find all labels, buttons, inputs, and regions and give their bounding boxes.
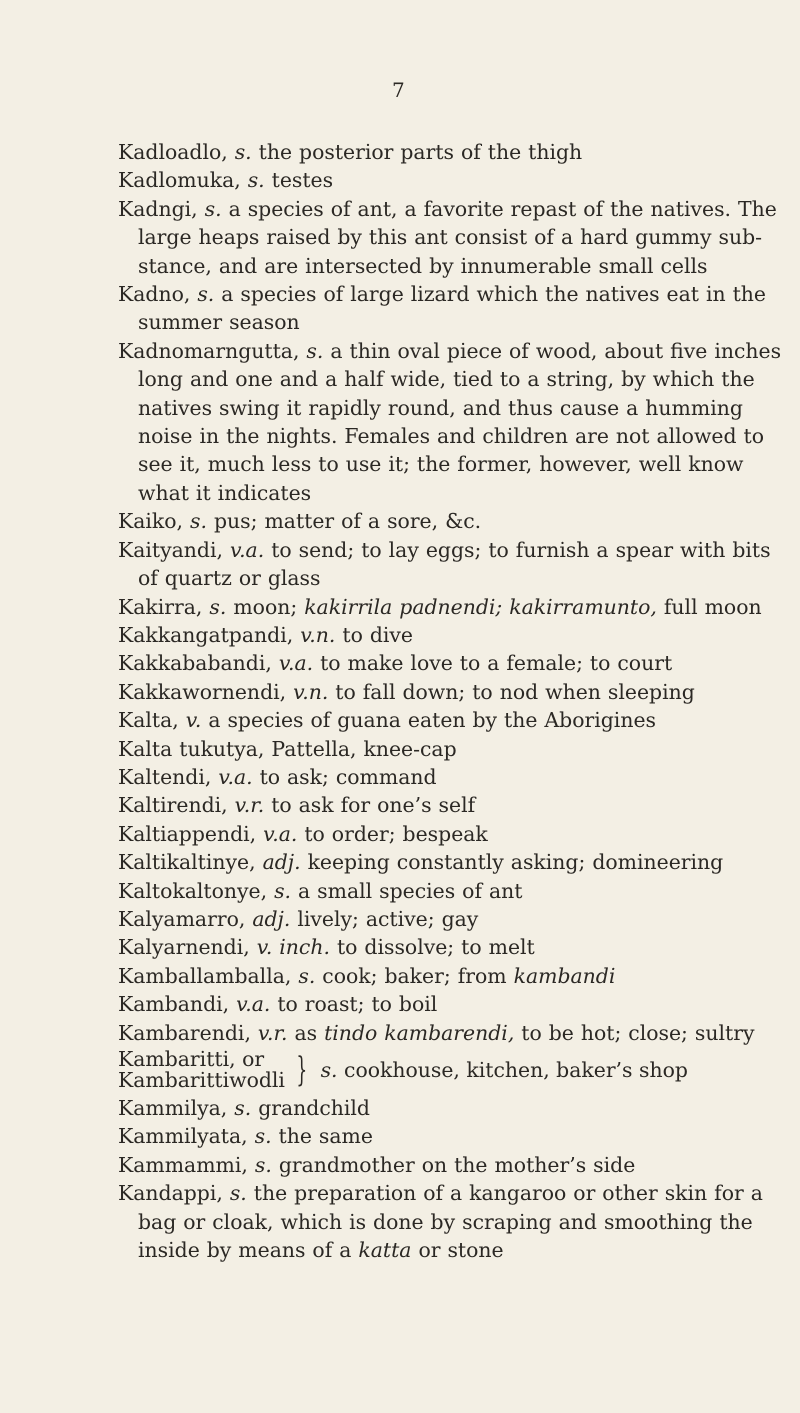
part-of-speech: s.: [254, 1152, 272, 1177]
brace-headwords: [118, 1049, 285, 1091]
definition: a species of large lizard which the natives eat in the summer season: [138, 282, 766, 335]
definition: testes: [271, 168, 334, 193]
dictionary-entry: [118, 1179, 786, 1264]
definition: the preparation of a kangaroo or other skin for a bag or cloak, which is done by scraping and smoothing the inside by means of a: [138, 1181, 763, 1263]
definition: a species of ant, a favorite repast of the natives. The large heaps raised by this ant consist of a hard gummy sub-stance, and are intersected by innumerable small cells: [138, 196, 777, 278]
definition: cookhouse, kitchen, baker’s shop: [344, 1057, 688, 1082]
dictionary-entry: [118, 536, 786, 593]
headword: Kammilyata,: [118, 1124, 248, 1149]
dictionary-entry: [118, 962, 786, 990]
part-of-speech: v.a.: [236, 992, 271, 1017]
headword: Kakkababandi,: [118, 651, 272, 676]
dictionary-entry: [118, 195, 786, 280]
part-of-speech: v.a.: [278, 651, 314, 676]
italic-term: kakirrila padnendi; kakirramunto,: [304, 594, 657, 619]
headword: Kaityandi,: [118, 537, 223, 562]
brace-glyph: }: [296, 1050, 308, 1090]
definition-cont: or stone: [418, 1238, 504, 1263]
dictionary-entry: [118, 1151, 786, 1179]
definition: the posterior parts of the thigh: [258, 140, 583, 164]
dictionary-entry: [118, 791, 786, 819]
headword: Kadloadlo,: [118, 140, 228, 164]
part-of-speech: s.: [234, 1096, 252, 1120]
dictionary-entry: [118, 166, 786, 194]
definition: to send; to lay eggs; to furnish a spear with bits of quartz or glass: [138, 537, 771, 591]
dictionary-entry: [118, 735, 786, 763]
part-of-speech: v. inch.: [256, 935, 330, 960]
part-of-speech: s.: [254, 1124, 272, 1149]
definition: to ask for one’s self: [271, 793, 476, 818]
definition-cont: full moon: [663, 594, 762, 619]
dictionary-entry: [118, 820, 786, 848]
definition: to dive: [342, 622, 413, 647]
part-of-speech: v.r.: [234, 793, 265, 818]
definition: pus; matter of a sore, &c.: [213, 509, 482, 534]
dictionary-entry: [118, 905, 786, 933]
brace-entry: [118, 1049, 786, 1091]
part-of-speech: s.: [190, 509, 207, 534]
dictionary-entry: [118, 280, 786, 337]
headword: Kaltiappendi,: [118, 821, 257, 846]
headword: Kaltendi,: [118, 764, 212, 789]
definition: a thin oval piece of wood, about five inches long and one and a half wide, tied to a string, by which the natives swing it rapidly round, and thus cause a humming noise in the nights. Females and children are not allowed to see it, much less to use it; the former, however, well know what it indicates: [138, 338, 782, 505]
part-of-speech: s.: [274, 878, 292, 903]
dictionary-entry: [118, 621, 786, 649]
part-of-speech: s.: [320, 1057, 338, 1082]
dictionary-entry: [118, 1122, 786, 1150]
part-of-speech: s.: [197, 282, 215, 307]
part-of-speech: adj.: [262, 850, 301, 875]
headword: Kammilya,: [118, 1096, 228, 1120]
part-of-speech: v.a.: [229, 537, 265, 562]
part-of-speech: s.: [229, 1181, 247, 1206]
part-of-speech: s.: [298, 963, 316, 988]
definition: to make love to a female; to court: [320, 651, 673, 676]
definition: to dissolve; to melt: [336, 935, 535, 960]
dictionary-entry: [118, 990, 786, 1018]
part-of-speech: s.: [247, 168, 265, 193]
italic-term: tindo kambarendi,: [324, 1020, 515, 1045]
headword: Kadnomarngutta,: [118, 338, 300, 363]
part-of-speech: adj.: [252, 906, 291, 931]
headword: Kammammi,: [118, 1152, 248, 1177]
definition: Pattella, knee-cap: [271, 736, 457, 761]
brace-definition: [320, 1057, 688, 1082]
dictionary-entry: [118, 678, 786, 706]
part-of-speech: v.r.: [257, 1020, 288, 1045]
dictionary-entry: [118, 507, 786, 535]
part-of-speech: s.: [306, 338, 324, 363]
dictionary-entry: [118, 138, 786, 166]
definition: moon;: [233, 594, 298, 619]
dictionary-entry: [118, 706, 786, 734]
definition: grandchild: [258, 1096, 370, 1120]
part-of-speech: s.: [204, 196, 222, 221]
part-of-speech: v.a.: [263, 821, 298, 846]
headword: Kalyarnendi,: [118, 935, 250, 960]
definition: lively; active; gay: [297, 906, 479, 931]
definition: cook; baker; from: [322, 963, 507, 988]
headword: Kalta tukutya,: [118, 736, 265, 761]
part-of-speech: s.: [209, 594, 227, 619]
headword: Kandappi,: [118, 1181, 223, 1206]
headword: Kadngi,: [118, 196, 198, 221]
definition: a species of guana eaten by the Aborigines: [208, 708, 656, 733]
dictionary-entry: [118, 763, 786, 791]
definition: to roast; to boil: [277, 992, 438, 1017]
dictionary-entry: [118, 593, 786, 621]
part-of-speech: s.: [234, 140, 252, 164]
dictionary-entry: [118, 1019, 786, 1047]
definition: to ask; command: [259, 764, 437, 789]
dictionary-entry: [118, 848, 786, 876]
part-of-speech: v.n.: [300, 622, 336, 647]
dictionary-entry: [118, 1094, 786, 1122]
headword: Kadlomuka,: [118, 168, 241, 193]
page-number: 7: [392, 78, 406, 102]
part-of-speech: v.a.: [218, 764, 253, 789]
headword: Kaltikaltinye,: [118, 850, 256, 875]
headword: Kambaritti, or: [118, 1047, 265, 1071]
headword: Kakirra,: [118, 594, 203, 619]
headword: Kaiko,: [118, 509, 184, 534]
headword: Kakkangatpandi,: [118, 622, 294, 647]
definition: a small species of ant: [298, 878, 523, 903]
headword: Kaltirendi,: [118, 793, 228, 818]
definition: to order; bespeak: [304, 821, 488, 846]
headword: Kambarittiwodli: [118, 1068, 285, 1092]
dictionary-entry: [118, 933, 786, 961]
italic-term: kambandi: [513, 963, 616, 988]
part-of-speech: v.n.: [293, 679, 329, 704]
dictionary-entry: [118, 649, 786, 677]
headword: Kaltokaltonye,: [118, 878, 268, 903]
headword: Kadno,: [118, 282, 191, 307]
headword: Kambandi,: [118, 992, 230, 1017]
headword: Kambarendi,: [118, 1020, 251, 1045]
italic-term: katta: [358, 1238, 412, 1263]
definition: as: [294, 1020, 318, 1045]
definition: the same: [278, 1124, 373, 1149]
headword: Kakkawornendi,: [118, 679, 287, 704]
part-of-speech: v.: [185, 708, 202, 733]
definition-cont: to be hot; close; sultry: [521, 1020, 755, 1045]
definition: keeping constantly asking; domineering: [307, 850, 724, 875]
dictionary-entry: [118, 877, 786, 905]
definition: grandmother on the mother’s side: [278, 1152, 636, 1177]
headword: Kamballamballa,: [118, 963, 292, 988]
dictionary-entry: [118, 337, 786, 507]
definition: to fall down; to nod when sleeping: [335, 679, 695, 704]
headword: Kalta,: [118, 708, 179, 733]
headword: Kalyamarro,: [118, 906, 246, 931]
dictionary-entries: [118, 138, 786, 1264]
